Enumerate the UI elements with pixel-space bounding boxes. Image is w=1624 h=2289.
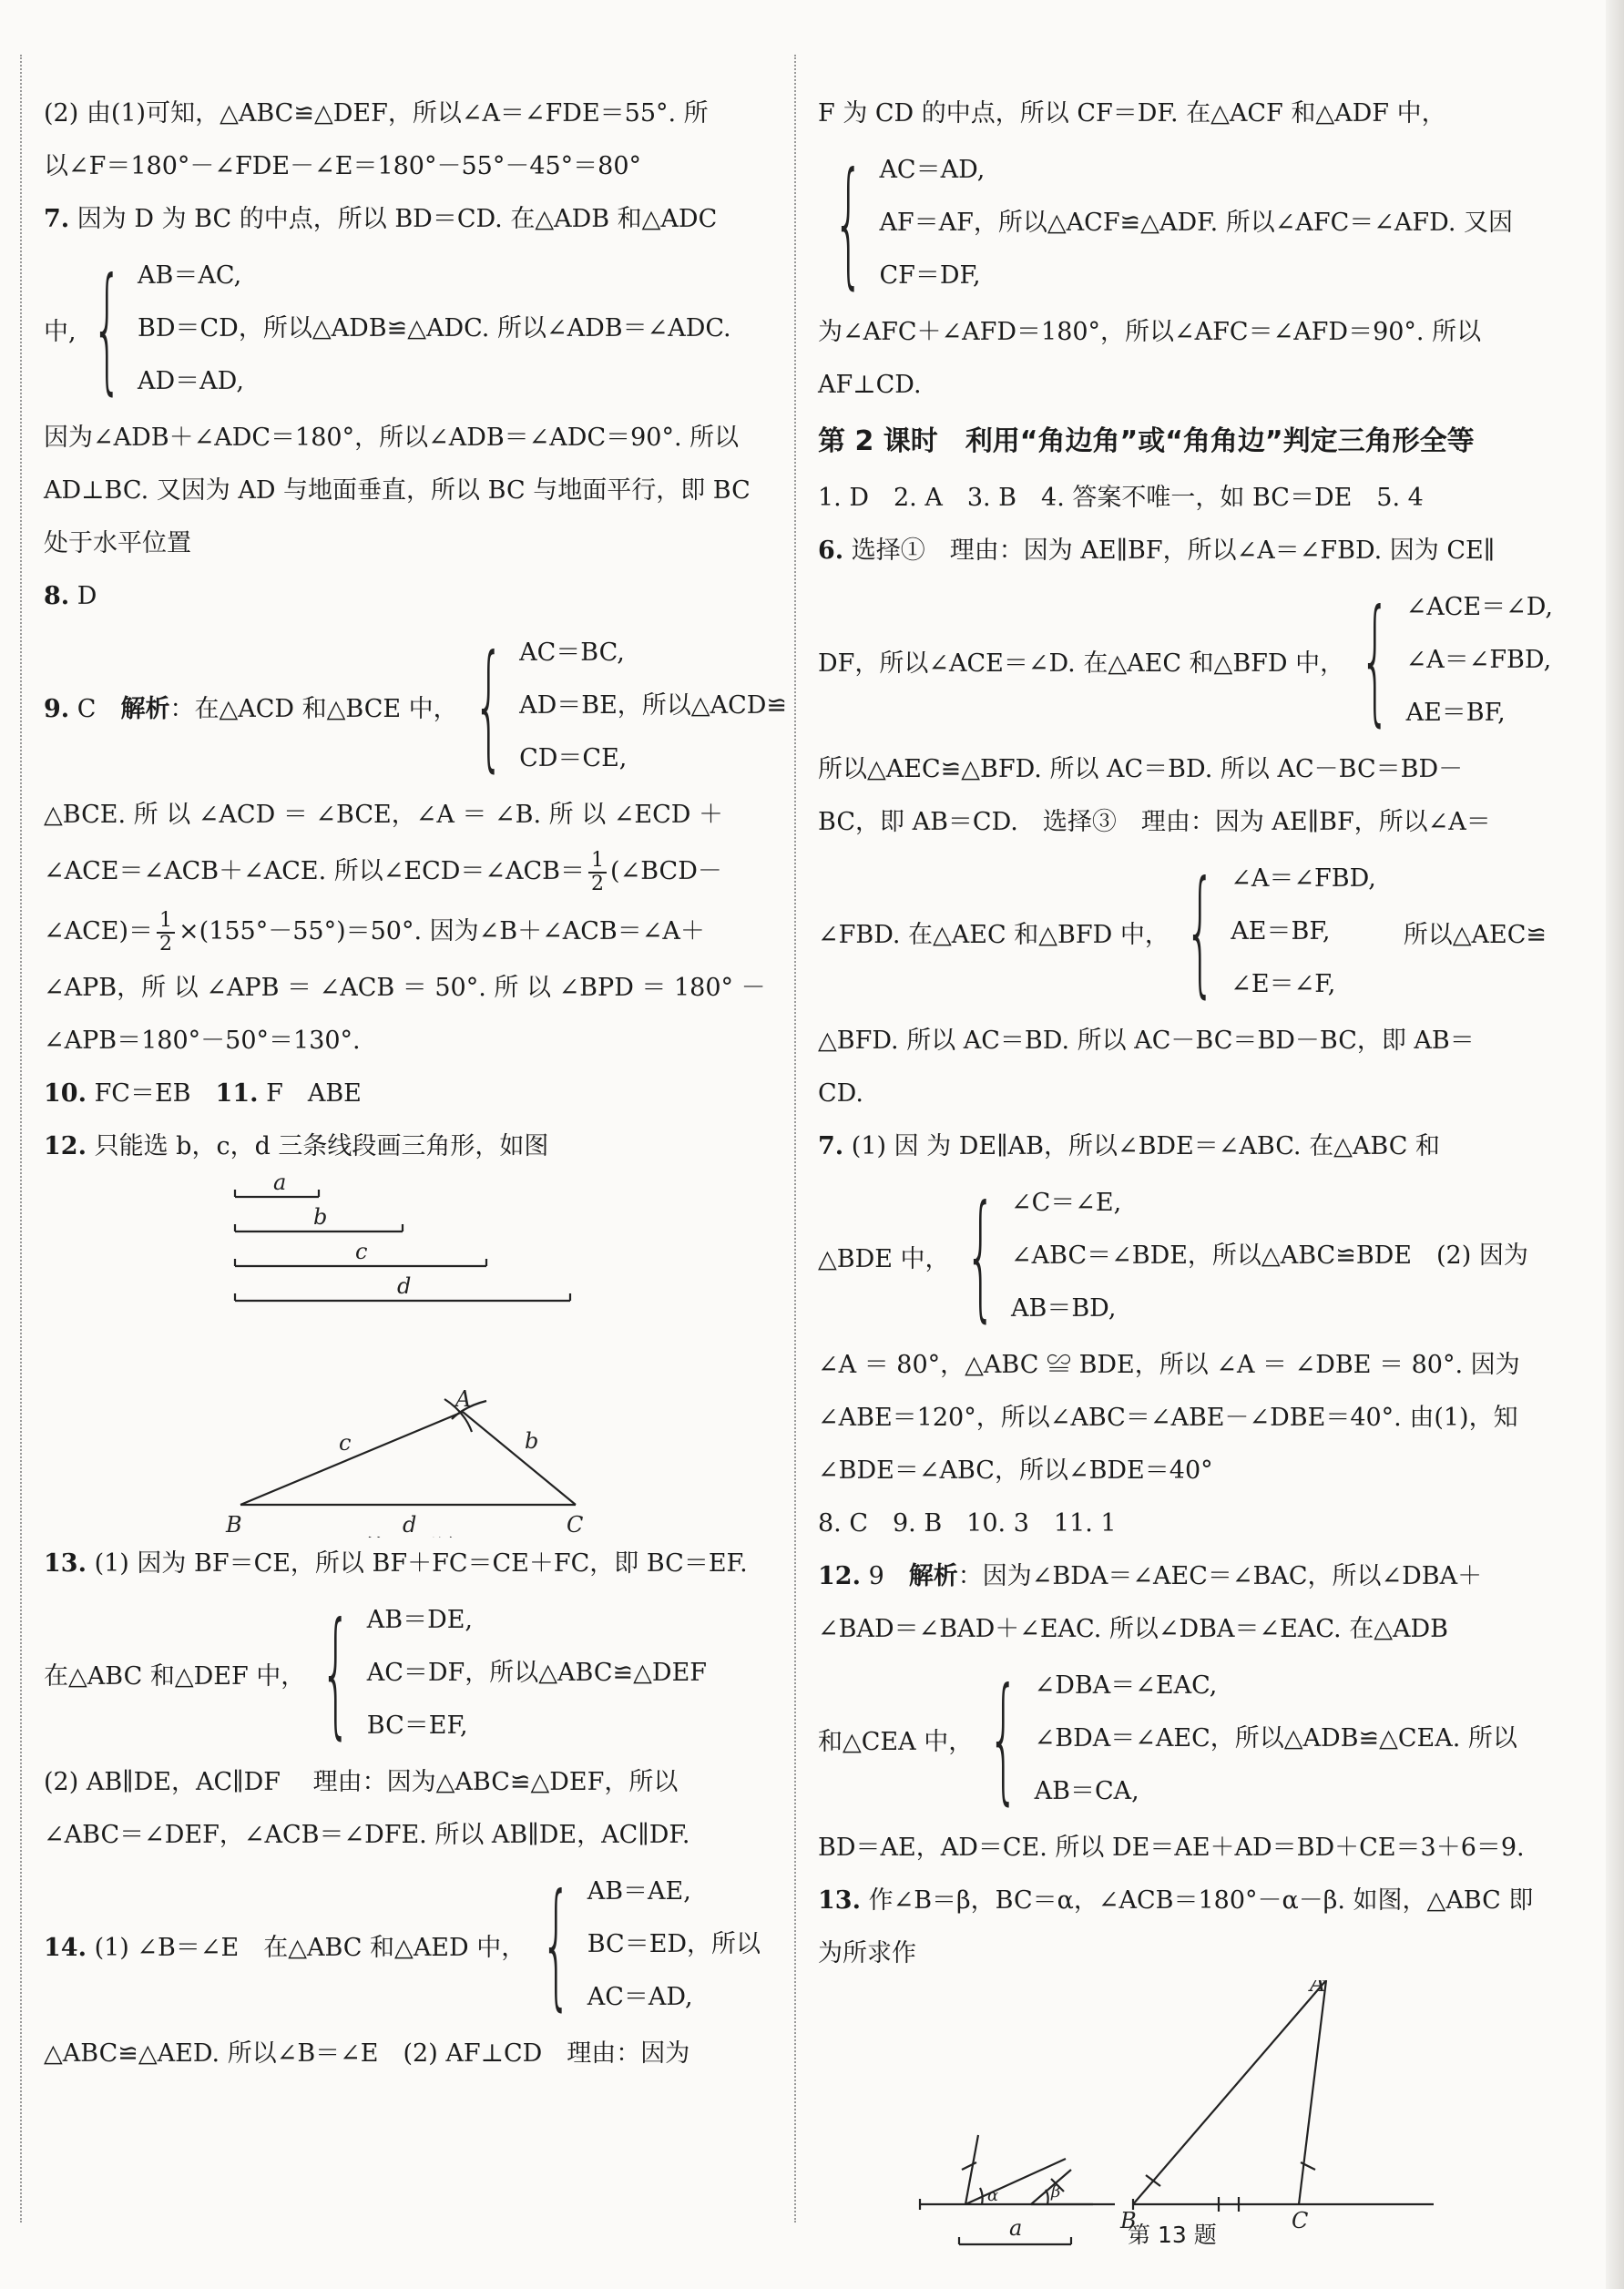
text-line: (2) AB∥DE，AC∥DF 理由：因为△ABC≌△DEF，所以 [44, 1768, 679, 1796]
fraction [588, 850, 607, 895]
beta-label: β [1051, 2182, 1061, 2202]
equation: BD＝CD，所以△ADB≌△ADC. 所以∠ADB＝∠ADC. [138, 314, 731, 342]
figure-12-drawing [44, 1173, 772, 1538]
text-line: △BFD. 所以 AC＝BD. 所以 AC－BC＝BD－BC，即 AB＝ [818, 1027, 1475, 1055]
questions-10-11 [44, 1068, 772, 1120]
question-6 [818, 525, 1547, 577]
segment-b-label: b [313, 1204, 328, 1230]
equation: ∠ACE＝∠D, [1405, 593, 1553, 621]
system-prefix: 在△ABC 和△DEF 中， [44, 1661, 306, 1691]
question-text: (1) 因为 BF＝CE，所以 BF＋FC＝CE＋FC，即 BC＝EF. [94, 1549, 748, 1578]
text-line: △BCE. 所 以 ∠ACD ＝ ∠BCE，∠A ＝ ∠B. 所 以 ∠ECD ＋ [44, 801, 724, 829]
answer: F ABE [266, 1079, 362, 1108]
equation: CD＝CE, [519, 744, 628, 772]
answer: C [77, 694, 97, 723]
text-part: ∠ACE＝∠ACB＋∠ACE. 所以∠ECD＝∠ACB＝ [44, 857, 586, 885]
answer: D [77, 582, 97, 610]
system-prefix: △BDE 中， [818, 1244, 950, 1273]
equation: AE＝BF, [1231, 917, 1331, 945]
system-prefix: 和△CEA 中， [818, 1727, 974, 1756]
question-text: ：因为∠BDA＝∠AEC＝∠BAC，所以∠DBA＋ [957, 1562, 1483, 1590]
question-number: 6. [818, 536, 844, 565]
equation: AC＝AD, [879, 156, 986, 184]
right-column [818, 87, 1553, 2253]
text-line: ∠A ＝ 80°，△ABC ≌ BDE，所以 ∠A ＝ ∠DBE ＝ 80°. 因为 [818, 1351, 1520, 1379]
segment-a-label: a [1009, 2215, 1023, 2241]
system-suffix: 所以△AEC≌ [1403, 920, 1547, 949]
answers-1-5: 1. D 2. A 3. B 4. 答案不唯一，如 BC＝DE 5. 4 [818, 484, 1424, 512]
vertex-c-label: C [567, 1512, 584, 1538]
question-text: 因为 D 为 BC 的中点，所以 BD＝CD. 在△ADB 和△ADC [77, 205, 718, 233]
brace-icon: { [965, 1177, 996, 1335]
system-prefix [44, 689, 458, 724]
brace-icon: { [321, 1594, 352, 1753]
question-number: 14. [44, 1933, 87, 1962]
question-number: 9. [44, 694, 70, 723]
left-divider [20, 55, 22, 2223]
question-13 [818, 1875, 1547, 1927]
brace-icon: { [541, 1865, 572, 2024]
answers-8-11: 8. C 9. B 10. 3 11. 1 [818, 1509, 1117, 1538]
equation: ∠A＝∠FBD, [1231, 864, 1376, 893]
equation: CF＝DF, [879, 261, 981, 290]
text-line: 为所求作 [818, 1939, 916, 1967]
question-number: 8. [44, 582, 70, 610]
vertex-a-label: A [455, 1386, 472, 1412]
vertex-c-label: C [1292, 2208, 1309, 2233]
question-number: 7. [818, 1132, 844, 1160]
question-7 [818, 1120, 1547, 1173]
equation-system [818, 1177, 1547, 1335]
equation-system [44, 1594, 772, 1753]
equation-system [44, 1865, 772, 2024]
equation: AB＝AE, [587, 1877, 691, 1906]
equation: AC＝BC, [519, 639, 625, 667]
system-prefix: ∠FBD. 在△AEC 和△BFD 中， [818, 920, 1169, 949]
text-line: ∠ABE＝120°，所以∠ABC＝∠ABE－∠DBE＝40°. 由(1)，知 [818, 1404, 1518, 1432]
text-part: ×(155°－55°)＝50°. 因为∠B＋∠ACB＝∠A＋ [179, 917, 705, 945]
equation: ∠A＝∠FBD, [1405, 646, 1552, 674]
equation: ∠ABC＝∠BDE，所以△ABC≌BDE (2) 因为 [1010, 1242, 1528, 1270]
equation: AF＝AF，所以△ACF≌△ADF. 所以∠AFC＝∠AFD. 又因 [879, 209, 1514, 237]
equation: ∠DBA＝∠EAC, [1034, 1671, 1218, 1700]
system-prefix-text: ：在△ACD 和△BCE 中， [169, 694, 458, 723]
side-c-label: c [339, 1430, 352, 1456]
denominator: 2 [591, 872, 605, 895]
question-7 [44, 193, 772, 246]
question-text: 选择① 理由：因为 AE∥BF，所以∠A＝∠FBD. 因为 CE∥ [851, 536, 1496, 565]
vertex-a-label: A [1310, 1980, 1326, 1997]
numerator: 1 [588, 850, 607, 874]
equation: ∠BDA＝∠AEC，所以△ADB≌△CEA. 所以 [1034, 1724, 1517, 1753]
equation: AC＝AD, [587, 1983, 693, 2011]
system-prefix: 中, [44, 317, 77, 346]
equation: AD＝AD, [138, 367, 244, 395]
analysis-label: 解析 [120, 694, 170, 723]
question-12 [818, 1550, 1547, 1603]
text-line: ∠ABC＝∠DEF，∠ACB＝∠DFE. 所以 AB∥DE，AC∥DF. [44, 1821, 690, 1849]
figure-12 [44, 1173, 772, 1538]
brace-icon: { [988, 1660, 1019, 1818]
text-line: AF⊥CD. [818, 371, 922, 399]
question-text: (1) 因 为 DE∥AB，所以∠BDE＝∠ABC. 在△ABC 和 [851, 1132, 1440, 1160]
system-prefix: DF，所以∠ACE＝∠D. 在△AEC 和△BFD 中， [818, 649, 1345, 678]
denominator: 2 [159, 932, 173, 955]
question-13 [44, 1538, 772, 1590]
equation-system [818, 1660, 1547, 1818]
system-prefix-text: (1) ∠B＝∠E 在△ABC 和△AED 中， [94, 1933, 526, 1962]
brace-icon: { [1360, 581, 1391, 740]
figure-13-drawing [818, 1980, 1547, 2253]
equation-system [44, 627, 787, 785]
equation-system [818, 581, 1553, 740]
segment-d-label: d [397, 1273, 412, 1299]
question-number: 12. [818, 1562, 861, 1590]
text-line: 处于水平位置 [44, 529, 191, 557]
text-line: 为∠AFC＋∠AFD＝180°，所以∠AFC＝∠AFD＝90°. 所以 [818, 318, 1482, 346]
question-text: 只能选 b，c，d 三条线段画三角形，如图 [94, 1132, 549, 1160]
figure-13 [818, 1980, 1547, 2253]
text-line: BC，即 AB＝CD. 选择③ 理由：因为 AE∥BF，所以∠A＝ [818, 808, 1491, 836]
answer: FC＝EB [94, 1079, 191, 1108]
text-line: ∠BDE＝∠ABC，所以∠BDE＝40° [818, 1456, 1213, 1485]
vertex-b-label: B [1120, 2208, 1137, 2233]
text-line: F 为 CD 的中点，所以 CF＝DF. 在△ACF 和△ADF 中， [818, 99, 1446, 128]
equation-system [818, 853, 1547, 1011]
question-number: 10. [44, 1079, 87, 1108]
segment-a-label: a [273, 1173, 287, 1195]
text-part: ∠ACE)＝ [44, 917, 154, 945]
text-line: 以∠F＝180°－∠FDE－∠E＝180°－55°－45°＝80° [44, 152, 642, 180]
question-number: 13. [44, 1549, 87, 1578]
text-part: (∠BCD－ [610, 857, 722, 885]
equation: AE＝BF, [1405, 699, 1506, 727]
text-line: AD⊥BC. 又因为 AD 与地面垂直，所以 BC 与地面平行，即 BC [44, 476, 751, 505]
question-number: 12. [44, 1132, 87, 1160]
text-line: (2) 由(1)可知，△ABC≌△DEF，所以∠A＝∠FDE＝55°. 所 [44, 99, 709, 128]
left-column [44, 87, 787, 2080]
equation: AB＝DE, [366, 1606, 474, 1634]
vertex-b-label: B [226, 1512, 242, 1538]
text-line: △ABC≌△AED. 所以∠B＝∠E (2) AF⊥CD 理由：因为 [44, 2039, 690, 2068]
text-line: CD. [818, 1079, 863, 1108]
question-text: 作∠B＝β，BC＝α，∠ACB＝180°－α－β. 如图，△ABC 即 [868, 1886, 1534, 1915]
side-d-label: d [403, 1512, 417, 1538]
brace-icon: { [473, 627, 505, 785]
equation: BC＝ED，所以 [587, 1930, 761, 1958]
question-number: 11. [215, 1079, 259, 1108]
alpha-label: α [987, 2186, 999, 2205]
text-line [44, 842, 772, 902]
fraction [157, 910, 175, 955]
equation: ∠E＝∠F, [1231, 970, 1336, 998]
equation: AD＝BE，所以△ACD≌ [519, 691, 787, 720]
text-line: BD＝AE，AD＝CE. 所以 DE＝AE＋AD＝BD＋CE＝3＋6＝9. [818, 1834, 1525, 1862]
equation-system [818, 144, 1547, 302]
text-line [44, 902, 772, 962]
question-8 [44, 570, 772, 623]
text-line: ∠APB＝180°－50°＝130°. [44, 1027, 361, 1055]
brace-icon: { [91, 250, 123, 408]
equation: AB＝CA, [1034, 1777, 1139, 1805]
analysis-label: 解析 [908, 1562, 958, 1590]
answer: 9 [868, 1562, 909, 1590]
equation-system [44, 250, 772, 408]
figure-caption: 第 13 题 [1128, 2222, 1217, 2248]
equation: BC＝EF, [366, 1712, 468, 1740]
numerator: 1 [157, 910, 175, 934]
page-edge [1606, 0, 1624, 2289]
equation: AC＝DF，所以△ABC≌△DEF [366, 1659, 708, 1687]
text-line: ∠APB，所 以 ∠APB ＝ ∠ACB ＝ 50°. 所 以 ∠BPD ＝ 180° － [44, 974, 766, 1002]
section-title: 第 2 课时 利用“角边角”或“角角边”判定三角形全等 [818, 425, 1475, 457]
brace-icon: { [833, 144, 864, 302]
question-12 [44, 1120, 772, 1173]
text-line: 因为∠ADB＋∠ADC＝180°，所以∠ADB＝∠ADC＝90°. 所以 [44, 424, 740, 452]
equation: AB＝AC, [138, 261, 242, 290]
side-b-label: b [525, 1428, 539, 1454]
equation: ∠C＝∠E, [1010, 1189, 1122, 1217]
equation: AB＝BD, [1010, 1294, 1117, 1323]
question-number: 13. [818, 1886, 861, 1915]
text-line: 所以△AEC≌△BFD. 所以 AC＝BD. 所以 AC－BC＝BD－ [818, 755, 1464, 783]
center-divider [794, 55, 796, 2223]
question-number: 7. [44, 205, 70, 233]
segment-c-label: c [355, 1239, 368, 1264]
brace-icon: { [1184, 853, 1216, 1011]
system-prefix [44, 1927, 526, 1963]
text-line: ∠BAD＝∠BAD＋∠EAC. 所以∠DBA＝∠EAC. 在△ADB [818, 1615, 1448, 1643]
